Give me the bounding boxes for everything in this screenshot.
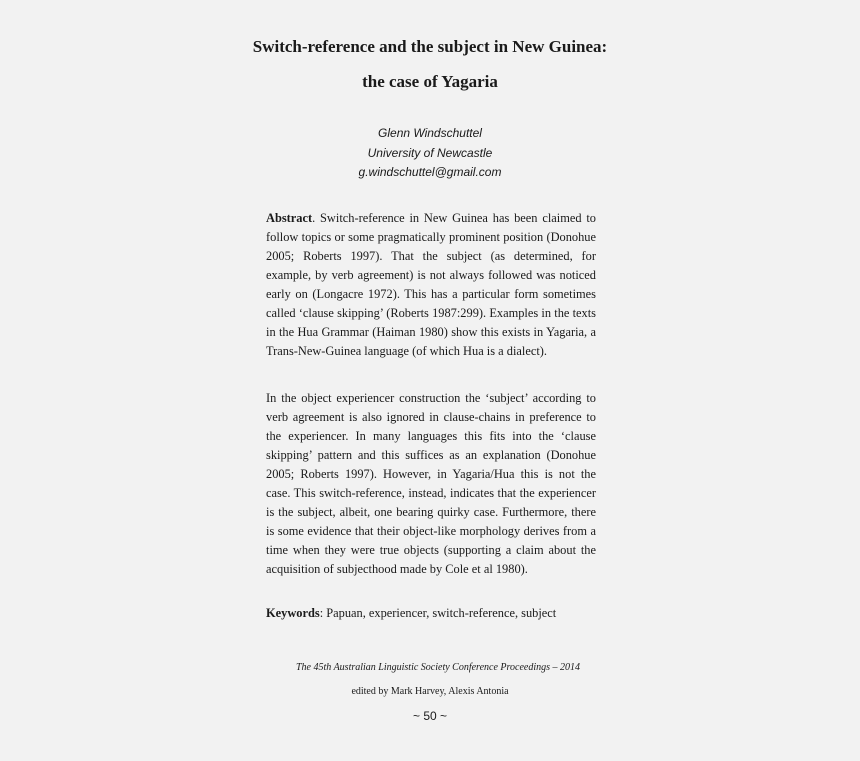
page-number: ~ 50 ~ xyxy=(412,709,448,723)
keywords xyxy=(266,606,556,621)
keywords-label: Keywords xyxy=(266,606,320,620)
abstract-paragraph-1 xyxy=(266,209,596,361)
abstract-paragraph-2: In the object experiencer construction the ‘subject’ according to verb agreement is also ignored in clause-chains in preference to the experiencer. In many languages this fits into the ‘clause skipping’ pattern and this suffices as an explanation (Donohue 2005; Roberts 1997). However, in Yagaria/Hua this is not the case. This switch-reference, instead, indicates that the experiencer is the subject, albeit, one bearing quirky case. Furthermore, there is some evidence that their object-like morphology derives from a time when they were true objects (supporting a claim about the acquisition of subjecthood made by Cole et al 1980). xyxy=(266,391,596,576)
author-name: Glenn Windschuttel xyxy=(378,126,482,140)
paper-title: Switch-reference and the subject in New Guinea: xyxy=(252,37,608,56)
abstract-text: . Switch-reference in New Guinea has been claimed to follow topics or some pragmatically prominent position (Donohue 2005; Roberts 1997). That the subject (as determined, for example, by verb agreement) is not always followed was noticed early on (Longacre 1972). This has a particular form sometimes called ‘clause skipping’ (Roberts 1987:299). Examples in the texts in the Hua Grammar (Haiman 1980) show this exists in Yagaria, a Trans-New-Guinea language (of which Hua is a dialect). xyxy=(266,211,596,358)
author-affiliation: University of Newcastle xyxy=(367,146,493,160)
keywords-text: : Papuan, experiencer, switch-reference, subject xyxy=(319,606,557,620)
abstract-label: Abstract xyxy=(266,211,313,225)
author-email: g.windschuttel@gmail.com xyxy=(358,165,502,179)
editors-footer: edited by Mark Harvey, Alexis Antonia xyxy=(351,686,509,697)
proceedings-footer: The 45th Australian Linguistic Society Conference Proceedings – 2014 xyxy=(295,662,581,673)
paper-subtitle: the case of Yagaria xyxy=(362,72,498,91)
